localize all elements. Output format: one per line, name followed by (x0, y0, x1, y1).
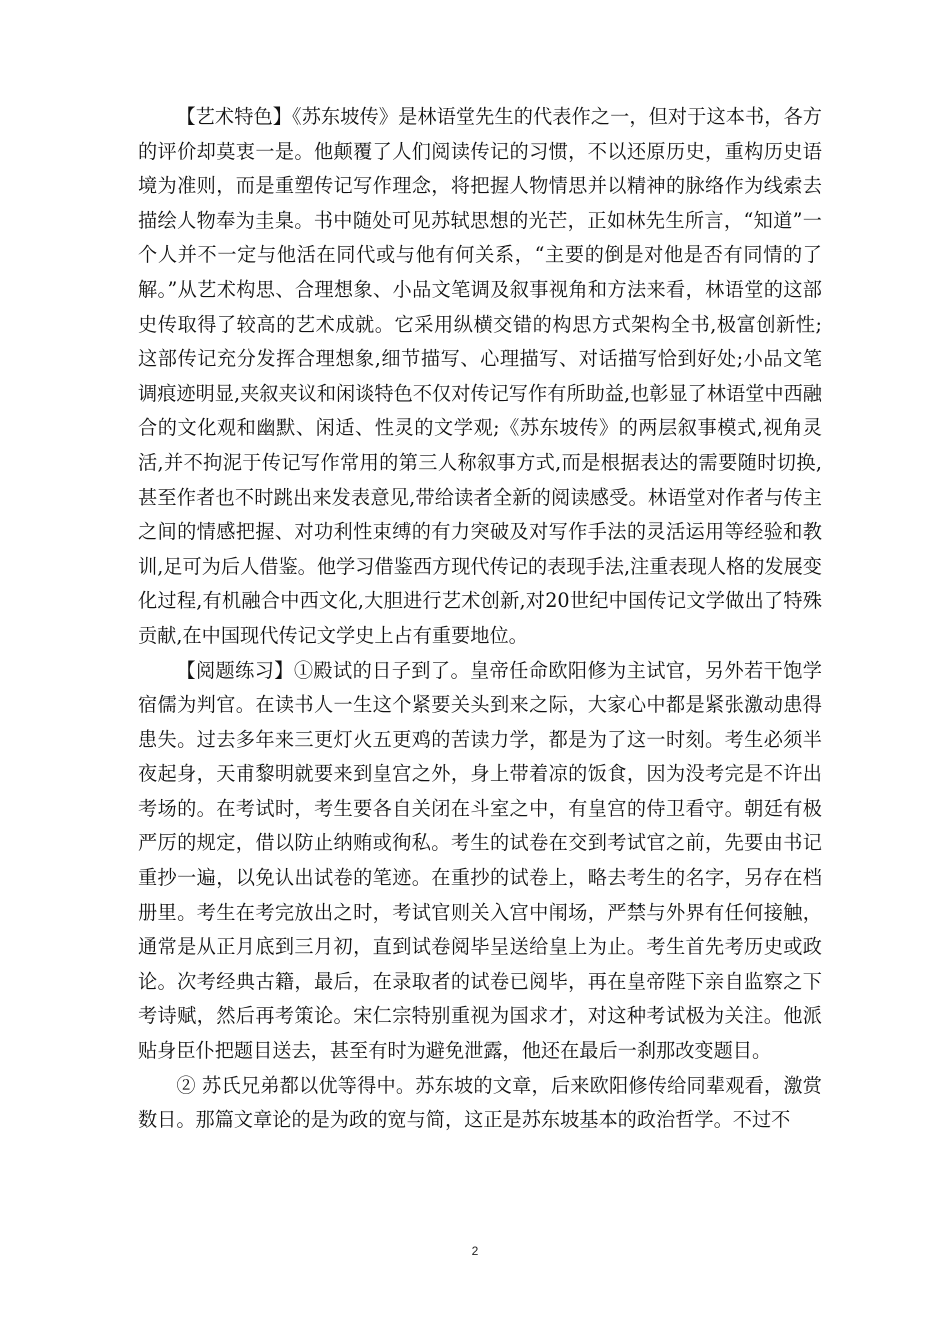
paragraph-art-features: 【艺术特色】《苏东坡传》是林语堂先生的代表作之一，但对于这本书，各方的评价却莫衷一是。他颠覆了人们阅读传记的习惯，不以还原历史，重构历史语境为准则，而是重塑传记写作理念，将把握人物情思并以精神的脉络作为线索去描绘人物奉为圭臬。书中随处可见苏轼思想的光芒，正如林先生所言，“知道”一个人并不一定与他活在同代或与他有何关系，“主要的倒是对他是否有同情的了解。”从艺术构思、合理想象、小品文笔调及叙事视角和方法来看，林语堂的这部史传取得了较高的艺术成就。它采用纵横交错的构思方式架构全书,极富创新性;这部传记充分发挥合理想象,细节描写、心理描写、对话描写恰到好处;小品文笔调痕迹明显,夹叙夹议和闲谈特色不仅对传记写作有所助益,也彰显了林语堂中西融合的文化观和幽默、闲适、性灵的文学观;《苏东坡传》的两层叙事模式,视角灵活,并不拘泥于传记写作常用的第三人称叙事方式,而是根据表达的需要随时切换,甚至作者也不时跳出来发表意见,带给读者全新的阅读感受。林语堂对作者与传主之间的情感把握、对功利性束缚的有力突破及对写作手法的灵活运用等经验和教训,足可为后人借鉴。他学习借鉴西方现代传记的表现手法,注重表现人格的发展变化过程,有机融合中西文化,大胆进行艺术创新,对20世纪中国传记文学做出了特殊贡献,在中国现代传记文学史上占有重要地位。 (138, 105, 822, 647)
page-number: 2 (471, 1244, 479, 1258)
paragraph-reading-practice-2: ② 苏氏兄弟都以优等得中。苏东坡的文章，后来欧阳修传给同辈观看，激赏数日。那篇文章论的是为政的宽与简，这正是苏东坡基本的政治哲学。不过不 (138, 1073, 822, 1132)
document-body (138, 100, 822, 1138)
paragraph-reading-practice-1: 【阅题练习】①殿试的日子到了。皇帝任命欧阳修为主试官，另外若干饱学宿儒为判官。在读书人一生这个紧要关头到来之际，大家心中都是紧张激动患得患失。过去多年来三更灯火五更鸡的苦读力学，都是为了这一时刻。考生必须半夜起身，天甫黎明就要来到皇宫之外，身上带着凉的饭食，因为没考完是不许出考场的。在考试时，考生要各自关闭在斗室之中，有皇宫的侍卫看守。朝廷有极严厉的规定，借以防止纳贿或徇私。考生的试卷在交到考试官之前，先要由书记重抄一遍，以免认出试卷的笔迹。在重抄的试卷上，略去考生的名字，另存在档册里。考生在考完放出之时，考试官则关入宫中闱场，严禁与外界有任何接触，通常是从正月底到三月初，直到试卷阅毕呈送给皇上为止。考生首先考历史或政论。次考经典古籍，最后，在录取者的试卷已阅毕，再在皇帝陛下亲自监察之下考诗赋，然后再考策论。宋仁宗特别重视为国求才，对这种考试极为关注。他派贴身臣仆把题目送去，甚至有时为避免泄露，他还在最后一刹那改变题目。 (138, 658, 822, 1063)
